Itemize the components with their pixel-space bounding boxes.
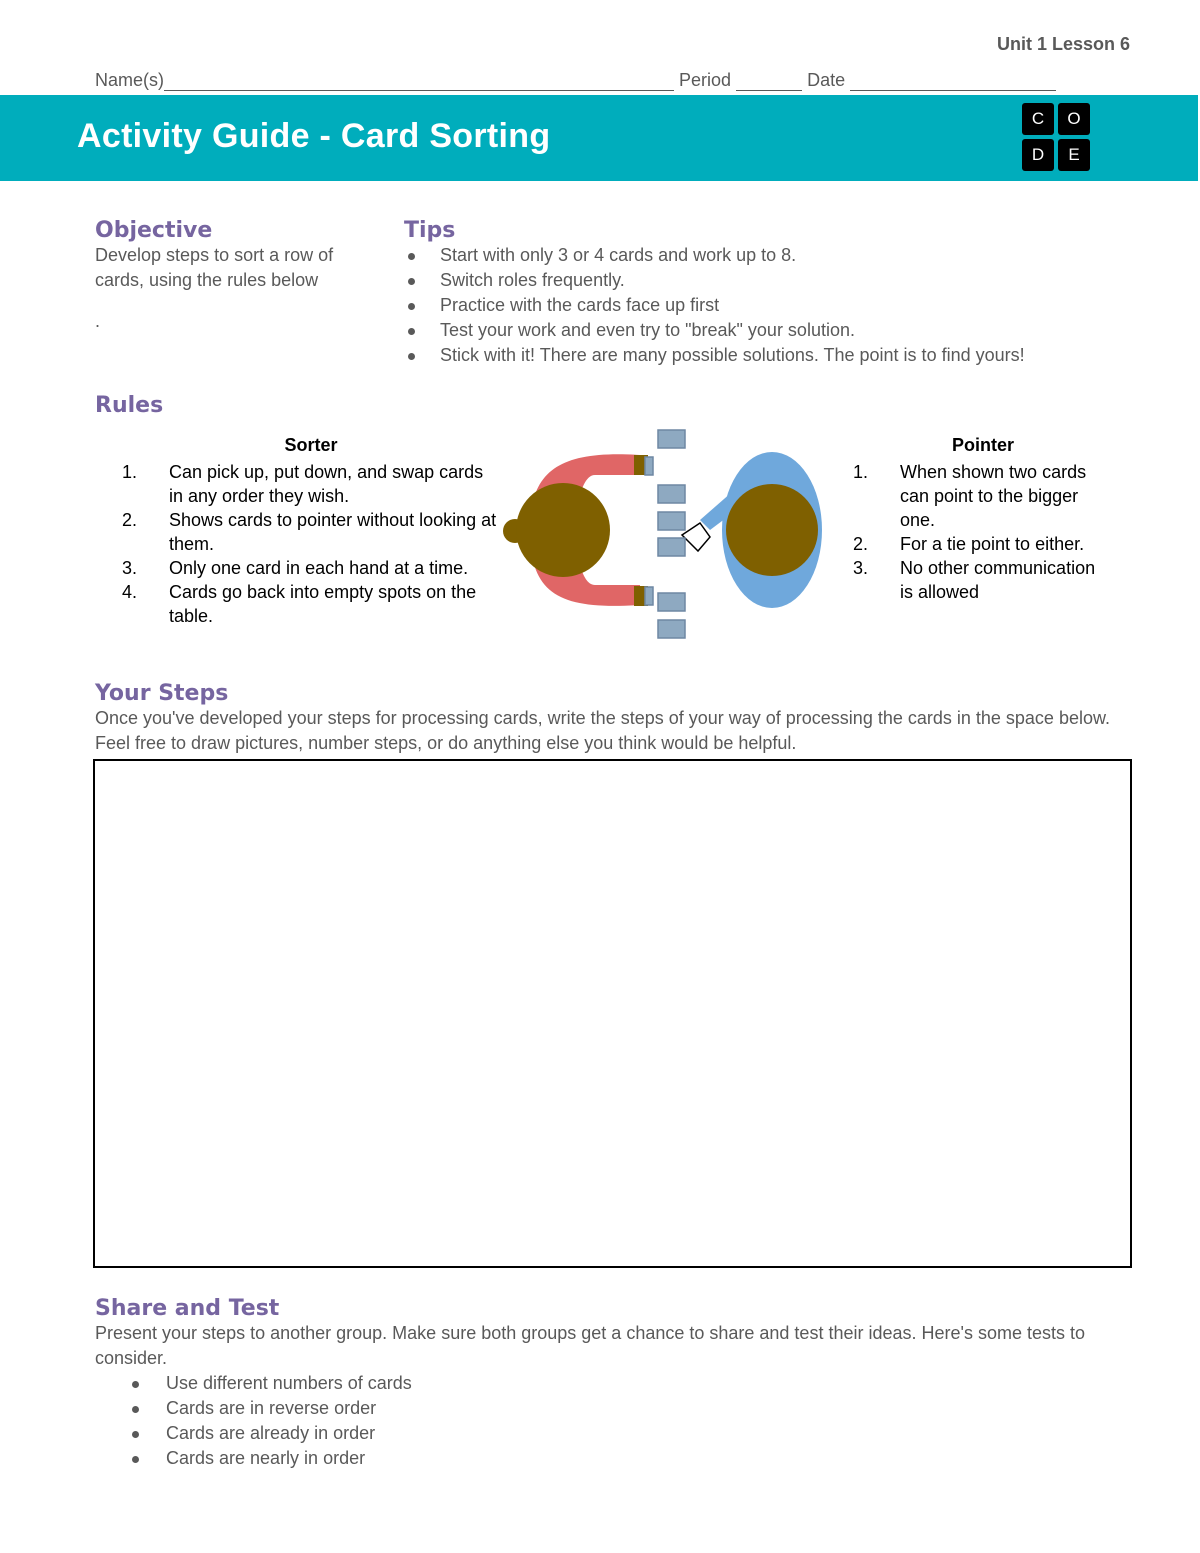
unit-lesson-label: Unit 1 Lesson 6 <box>996 34 1130 54</box>
logo-letter: D <box>1022 139 1054 171</box>
logo-letter: E <box>1058 139 1090 171</box>
sorter-list <box>122 460 500 628</box>
share-text: Present your steps to another group. Make sure both groups get a chance to share and test their ideas. Here's some tests to consider. <box>95 1323 1085 1368</box>
share-section <box>95 1296 1125 1471</box>
card-sorting-illustration <box>500 425 840 645</box>
sorter-title: Sorter <box>284 435 338 455</box>
card-icon <box>658 593 685 611</box>
pointing-hand-icon <box>682 523 710 551</box>
list-item: Cards are nearly in order <box>95 1446 1125 1471</box>
list-item: 4. Cards go back into empty spots on the table. <box>122 582 477 626</box>
title-banner <box>0 95 1198 181</box>
objective-trailing: . <box>95 311 101 331</box>
period-label: Period <box>679 70 732 90</box>
list-item: Cards are in reverse order <box>95 1396 1125 1421</box>
date-blank <box>850 70 1056 91</box>
list-item: 3. No other communication is allowed <box>853 558 1096 602</box>
share-list <box>95 1371 1125 1471</box>
card-icon <box>645 587 653 605</box>
objective-text: Develop steps to sort a row of cards, using the rules below <box>95 245 334 290</box>
period-blank <box>736 70 802 91</box>
name-label: Name(s) <box>95 70 165 90</box>
pointer-list <box>853 460 1113 604</box>
name-period-date-line <box>95 70 1056 91</box>
card-icon <box>658 485 685 503</box>
logo-letter: O <box>1058 103 1090 135</box>
card-icon <box>645 457 653 475</box>
list-item: Test your work and even try to "break" your solution. <box>404 318 1144 343</box>
rules-heading-wrap <box>95 393 163 418</box>
rules-heading: Rules <box>95 393 164 418</box>
list-item: Cards are already in order <box>95 1421 1125 1446</box>
page-title: Activity Guide - Card Sorting <box>77 117 551 155</box>
list-item: 2. Shows cards to pointer without looking at them. <box>122 510 497 554</box>
list-item: 1. When shown two cards can point to the bigger one. <box>853 462 1087 530</box>
list-item: 2. For a tie point to either. <box>853 534 1085 554</box>
name-blank <box>164 70 674 91</box>
list-item: 1. Can pick up, put down, and swap cards in any order they wish. <box>122 462 484 506</box>
objective-heading: Objective <box>95 218 213 243</box>
tips-section <box>404 218 1144 368</box>
date-label: Date <box>807 70 846 90</box>
pointer-title: Pointer <box>951 435 1014 455</box>
list-item: Switch roles frequently. <box>404 268 1144 293</box>
code-logo <box>1022 103 1092 173</box>
list-item: Use different numbers of cards <box>95 1371 1125 1396</box>
tips-list <box>404 243 1144 368</box>
steps-answer-box[interactable] <box>93 759 1132 1268</box>
steps-section <box>95 681 1115 756</box>
card-icon <box>658 430 685 448</box>
pointer-rules <box>853 433 1113 604</box>
objective-section <box>95 218 375 334</box>
steps-heading: Your Steps <box>95 681 229 706</box>
steps-text: Once you've developed your steps for processing cards, write the steps of your way of processing the cards in the space below. Feel free to draw pictures, number steps, or do anything else you think would be helpful. <box>95 708 1110 753</box>
card-icon <box>658 620 685 638</box>
logo-letter: C <box>1022 103 1054 135</box>
share-heading: Share and Test <box>95 1296 280 1321</box>
sorter-rules <box>122 433 500 628</box>
pointer-head <box>726 484 818 576</box>
list-item: Start with only 3 or 4 cards and work up to 8. <box>404 243 1144 268</box>
list-item: Practice with the cards face up first <box>404 293 1144 318</box>
sorter-head <box>516 483 610 577</box>
list-item: Stick with it! There are many possible solutions. The point is to find yours! <box>404 343 1144 368</box>
list-item: 3. Only one card in each hand at a time. <box>122 558 469 578</box>
card-icon <box>658 538 685 556</box>
card-icon <box>658 512 685 530</box>
tips-heading: Tips <box>404 218 456 243</box>
